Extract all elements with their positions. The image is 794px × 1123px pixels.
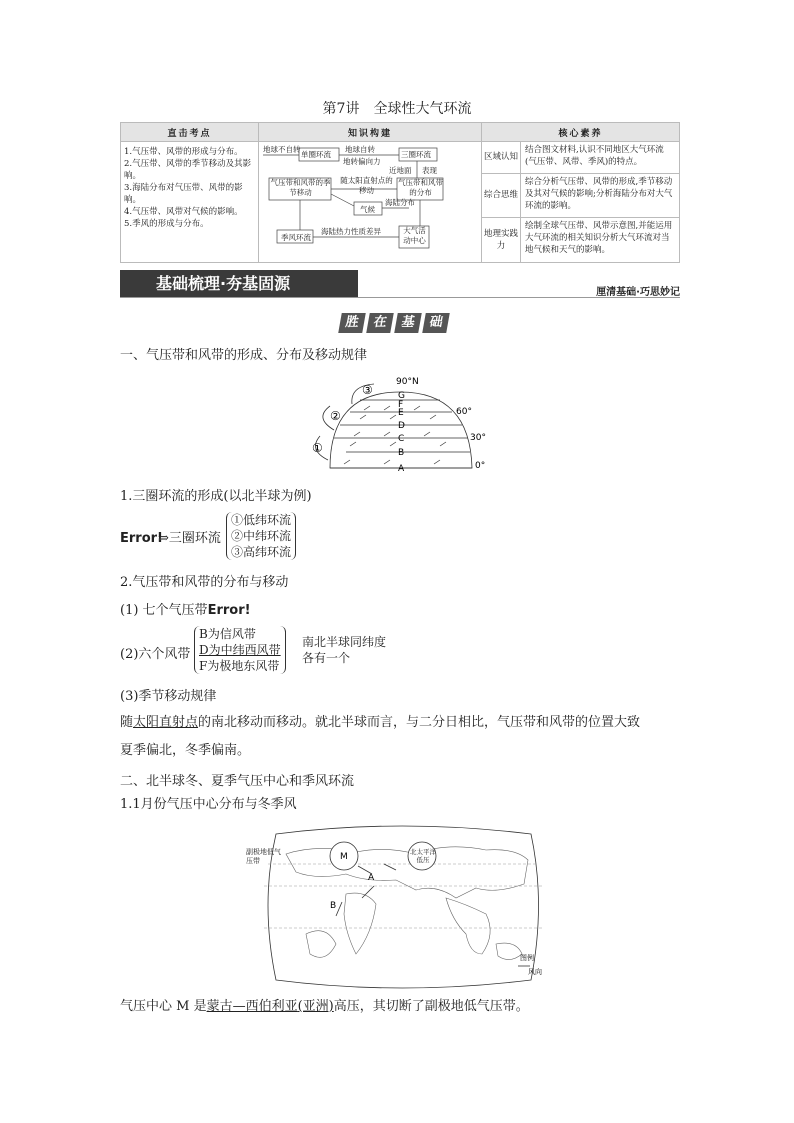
point-item: 2.气压带、风带的季节移动及其影响。 xyxy=(124,159,252,181)
fig-circle: ① xyxy=(312,441,323,455)
header-points: 直击考点 xyxy=(121,123,259,142)
diag-n10: 气候 xyxy=(360,205,375,214)
p2-2-item: F为极地东风带 xyxy=(199,659,280,673)
comp-text: 绘制全球气压带、风带示意图,并能运用大气环流的相关知识分析大气环流对当地气候和天气的影响。 xyxy=(521,218,680,263)
fig-lat90: 90°N xyxy=(396,377,419,387)
fig-circle: ③ xyxy=(362,383,373,397)
p1-item: ②中纬环流 xyxy=(231,529,292,543)
p2-1 xyxy=(120,600,251,622)
p2-2-brace xyxy=(194,626,286,674)
map-A: A xyxy=(368,873,375,883)
point-item: 4.气压带、风带对气候的影响。 xyxy=(124,207,243,217)
last-a: 气压中心 M 是 xyxy=(120,999,207,1014)
map-right-label: 北太平洋低压 xyxy=(410,848,436,864)
diag-n9: 气压带和风带的分布 xyxy=(398,178,443,197)
header-competency: 核心素养 xyxy=(482,123,680,142)
comp-text: 综合分析气压带、风带的形成,季节移动及其对气候的影响;分析海陆分布对大气环流的影响。 xyxy=(521,173,680,218)
p2-3-a: 随 xyxy=(120,715,134,730)
diag-n3: 地球自转 xyxy=(345,145,375,154)
p1-item: ①低纬环流 xyxy=(231,513,292,527)
p1-brace xyxy=(226,512,296,560)
p1-arrow: ⇒三圈环流 xyxy=(158,531,221,546)
diag-n2: 单圈环流 xyxy=(301,150,331,159)
p2-3-c: 夏季偏北，冬季偏南。 xyxy=(120,743,251,758)
diag-n6: 表现 xyxy=(422,166,437,175)
world-map xyxy=(246,824,556,990)
p2-2-label: (2)六个风带 xyxy=(120,647,191,662)
point-item: 5.季风的形成与分布。 xyxy=(124,219,209,229)
p2-1-text: (1) 七个气压带 xyxy=(120,603,208,618)
map-B: B xyxy=(330,901,337,911)
points-cell xyxy=(121,142,259,263)
last-b: 高压，其切断了副极地低气压带。 xyxy=(333,999,529,1014)
p1-error: Error! xyxy=(120,531,163,546)
map-legend: 图例 xyxy=(520,954,534,962)
p1-item: ③高纬环流 xyxy=(231,545,292,559)
page-title: 第7讲 全球性大气环流 xyxy=(322,101,472,117)
sheng-char: 胜 xyxy=(338,313,366,333)
section1-heading: 一、气压带和风带的形成、分布及移动规律 xyxy=(120,348,368,363)
fig-letter: A xyxy=(398,464,405,472)
fig-letter: D xyxy=(398,421,405,431)
fig-lat0: 0° xyxy=(475,461,486,471)
comp-label: 区域认知 xyxy=(482,142,521,174)
comp-label: 综合思维 xyxy=(482,173,521,218)
p2-2-item: D为中纬西风带 xyxy=(199,643,281,657)
comp-label: 地理实践力 xyxy=(482,218,521,263)
map-M: M xyxy=(340,852,348,862)
section-banner: 基础梳理·夯基固源 xyxy=(120,270,358,298)
banner-right-text: 厘清基础·巧思妙记 xyxy=(596,287,680,298)
diag-n3b: 地转偏向力 xyxy=(343,157,381,166)
p2-3-title: (3)季节移动规律 xyxy=(120,689,217,704)
overview-table xyxy=(120,122,680,263)
point-item: 1.气压带、风带的形成与分布。 xyxy=(124,147,243,157)
diag-n7: 气压带和风带的季节移动 xyxy=(270,178,331,197)
sheng-char: 础 xyxy=(422,313,450,333)
map-left-label: 副极地低气压带 xyxy=(246,848,281,865)
fig-circle: ② xyxy=(330,409,341,423)
p2-title: 2.气压带和风带的分布与移动 xyxy=(120,575,289,590)
map-legend2: 风向 xyxy=(528,968,542,976)
point-item: 3.海陆分布对气压带、风带的影响。 xyxy=(124,183,243,205)
three-cell-figure xyxy=(300,372,500,472)
diag-n5: 近地面 xyxy=(389,166,412,175)
p2-2-right-line: 各有一个 xyxy=(302,651,351,665)
sheng-char: 在 xyxy=(366,313,394,333)
p2-2-right xyxy=(302,634,386,666)
fig-letter: F xyxy=(398,400,404,410)
fig-letter: B xyxy=(398,448,405,458)
last-ul1: 蒙古—西伯利亚 xyxy=(206,999,298,1014)
diag-n4: 三圈环流 xyxy=(401,150,431,159)
last-ul2: (亚洲) xyxy=(297,999,334,1014)
section2-heading: 二、北半球冬、夏季气压中心和季风环流 xyxy=(120,774,355,789)
p2-3-ul: 太阳直射点 xyxy=(133,715,199,730)
diag-n11: 海陆分布 xyxy=(385,198,415,207)
sheng-zai-ji-chu xyxy=(340,313,456,335)
diag-n12: 季风环流 xyxy=(281,233,311,242)
p2-2-item: B为信风带 xyxy=(199,627,256,641)
p2-3-b: 的南北移动而移动。就北半球而言，与二分日相比，气压带和风带的位置大致 xyxy=(198,715,641,730)
last-line xyxy=(120,996,529,1018)
diag-n8: 随太阳直射点的移动 xyxy=(340,176,393,195)
diag-n13: 海陆热力性质差异 xyxy=(321,227,381,236)
diag-n14: 大气活动中心 xyxy=(403,226,426,245)
fig-lat30: 30° xyxy=(470,433,486,443)
p2-1-error: Error! xyxy=(207,603,251,618)
p1-title: 1.三圈环流的形成(以北半球为例) xyxy=(120,489,312,504)
fig-letter: G xyxy=(398,391,405,401)
knowledge-diagram xyxy=(259,142,482,263)
p2-3-text xyxy=(120,712,680,734)
fig-letter: C xyxy=(398,434,405,444)
fig-lat60: 60° xyxy=(456,407,472,417)
comp-text: 结合图文材料,认识不同地区大气环流(气压带、风带、季风)的特点。 xyxy=(521,142,680,174)
section2-p1: 1.1月份气压中心分布与冬季风 xyxy=(120,797,297,812)
fig-letter: E xyxy=(398,408,404,418)
sheng-char: 基 xyxy=(394,313,422,333)
diag-n1: 地球不自转 xyxy=(263,145,301,154)
p2-2-right-line: 南北半球同纬度 xyxy=(302,635,387,649)
header-knowledge: 知识构建 xyxy=(259,123,482,142)
